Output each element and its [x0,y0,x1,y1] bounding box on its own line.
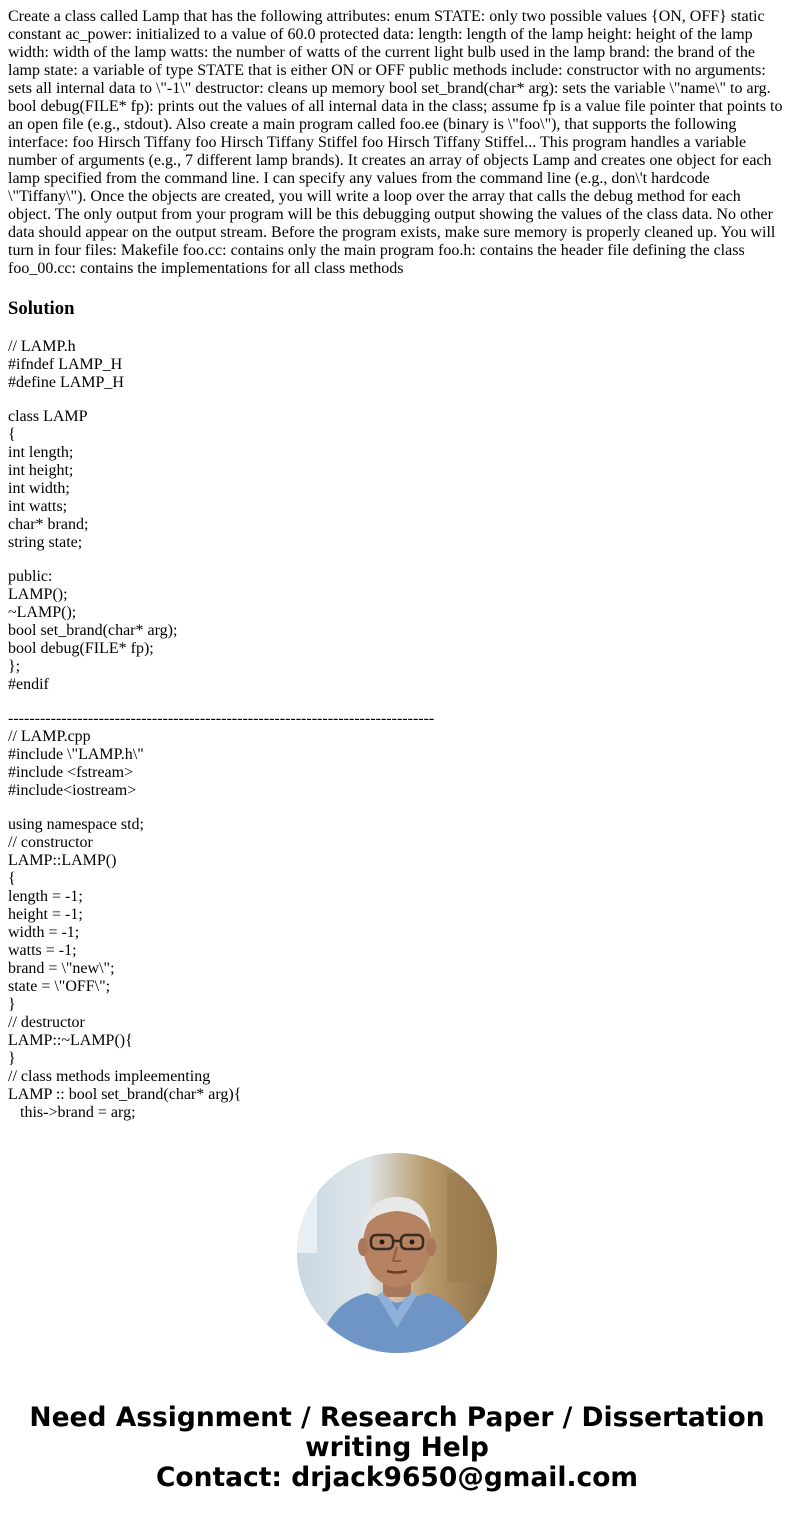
code-line: }; [8,658,21,675]
code-line: LAMP::LAMP() [8,852,117,869]
code-line: length = -1; [8,888,83,905]
person-portrait-icon [297,1153,497,1353]
code-line: string state; [8,534,83,551]
code-line: bool debug(FILE* fp); [8,640,154,657]
code-line: { [8,870,16,887]
code-line: bool set_brand(char* arg); [8,622,178,639]
code-line: { [8,426,16,443]
code-line: int length; [8,444,74,461]
code-line: LAMP::~LAMP(){ [8,1032,133,1049]
code-line: #endif [8,676,49,693]
code-line: using namespace std; [8,816,144,833]
code-line: #include <fstream> [8,764,134,781]
solution-heading: Solution [8,298,75,319]
banner-line: Need Assignment / Research Paper / Dissertation [29,1402,765,1433]
code-line: // class methods impleementing [8,1068,211,1085]
code-line: height = -1; [8,906,83,923]
code-line: // constructor [8,834,93,851]
code-line: int height; [8,462,74,479]
separator-line: -------------------------------------------------------------------------------- [8,710,435,727]
code-line: } [8,1050,16,1067]
code-line: this->brand = arg; [8,1104,136,1121]
code-line: // LAMP.h [8,338,76,355]
code-line: class LAMP [8,408,88,425]
code-line: int width; [8,480,70,497]
banner-line: writing Help [305,1432,489,1463]
code-line: #ifndef LAMP_H [8,356,123,373]
contact-email: Contact: drjack9650@gmail.com [155,1462,639,1493]
contact-banner [0,1403,794,1493]
code-line: watts = -1; [8,942,77,959]
code-header-block [8,338,786,1122]
document-page [8,0,786,1122]
code-line: LAMP :: bool set_brand(char* arg){ [8,1086,242,1103]
code-line: brand = \"new\"; [8,960,115,977]
code-line: #include<iostream> [8,782,137,799]
code-line: // destructor [8,1014,85,1031]
code-line: #define LAMP_H [8,374,124,391]
code-line: int watts; [8,498,68,515]
code-line: LAMP(); [8,586,68,603]
question-text: Create a class called Lamp that has the following attributes: enum STATE: only two possible values {ON, OFF} static constant ac_power: initialized to a value of 60.0 protected data: length: length of the lamp height: height of the lamp width: width of the lamp watts: the number of watts of the current light bulb used in the lamp brand: the brand of the lamp state: a variable of type STATE that is either ON or OFF public methods include: constructor with no arguments: sets all internal data to \"-1\" destructor: cleans up memory bool set_brand(char* arg): sets the variable \"name\" to arg. bool debug(FILE* fp): prints out the values of all internal data in the class; assume fp is a value file pointer that points to an open file (e.g., stdout). Also create a main program called foo.ee (binary is \"foo\"), that supports the following interface: foo Hirsch Tiffany foo Hirsch Tiffany Stiffel foo Hirsch Tiffany Stiffel... This program handles a variable number of arguments (e.g., 7 different lamp brands). It creates an array of objects Lamp and creates one object for each lamp specified from the command line. I can specify any values from the command line (e.g., don\'t hardcode \"Tiffany\"). Once the objects are created, you will write a loop over the array that calls the debug method for each object. The only output from your program will be this debugging output showing the values of the class data. No other data should appear on the output stream. Before the program exists, make sure memory is properly cleaned up. You will turn in four files: Makefile foo.cc: contains only the main program foo.h: contains the header file defining the class foo_00.cc: contains the implementations for all class methods [8,8,783,277]
code-line: width = -1; [8,924,80,941]
code-line: #include \"LAMP.h\" [8,746,144,763]
code-line: // LAMP.cpp [8,728,91,745]
code-line: state = \"OFF\"; [8,978,111,995]
code-line: public: [8,568,53,585]
code-line: char* brand; [8,516,89,533]
code-line: } [8,996,16,1013]
avatar [297,1153,497,1353]
code-line: ~LAMP(); [8,604,77,621]
